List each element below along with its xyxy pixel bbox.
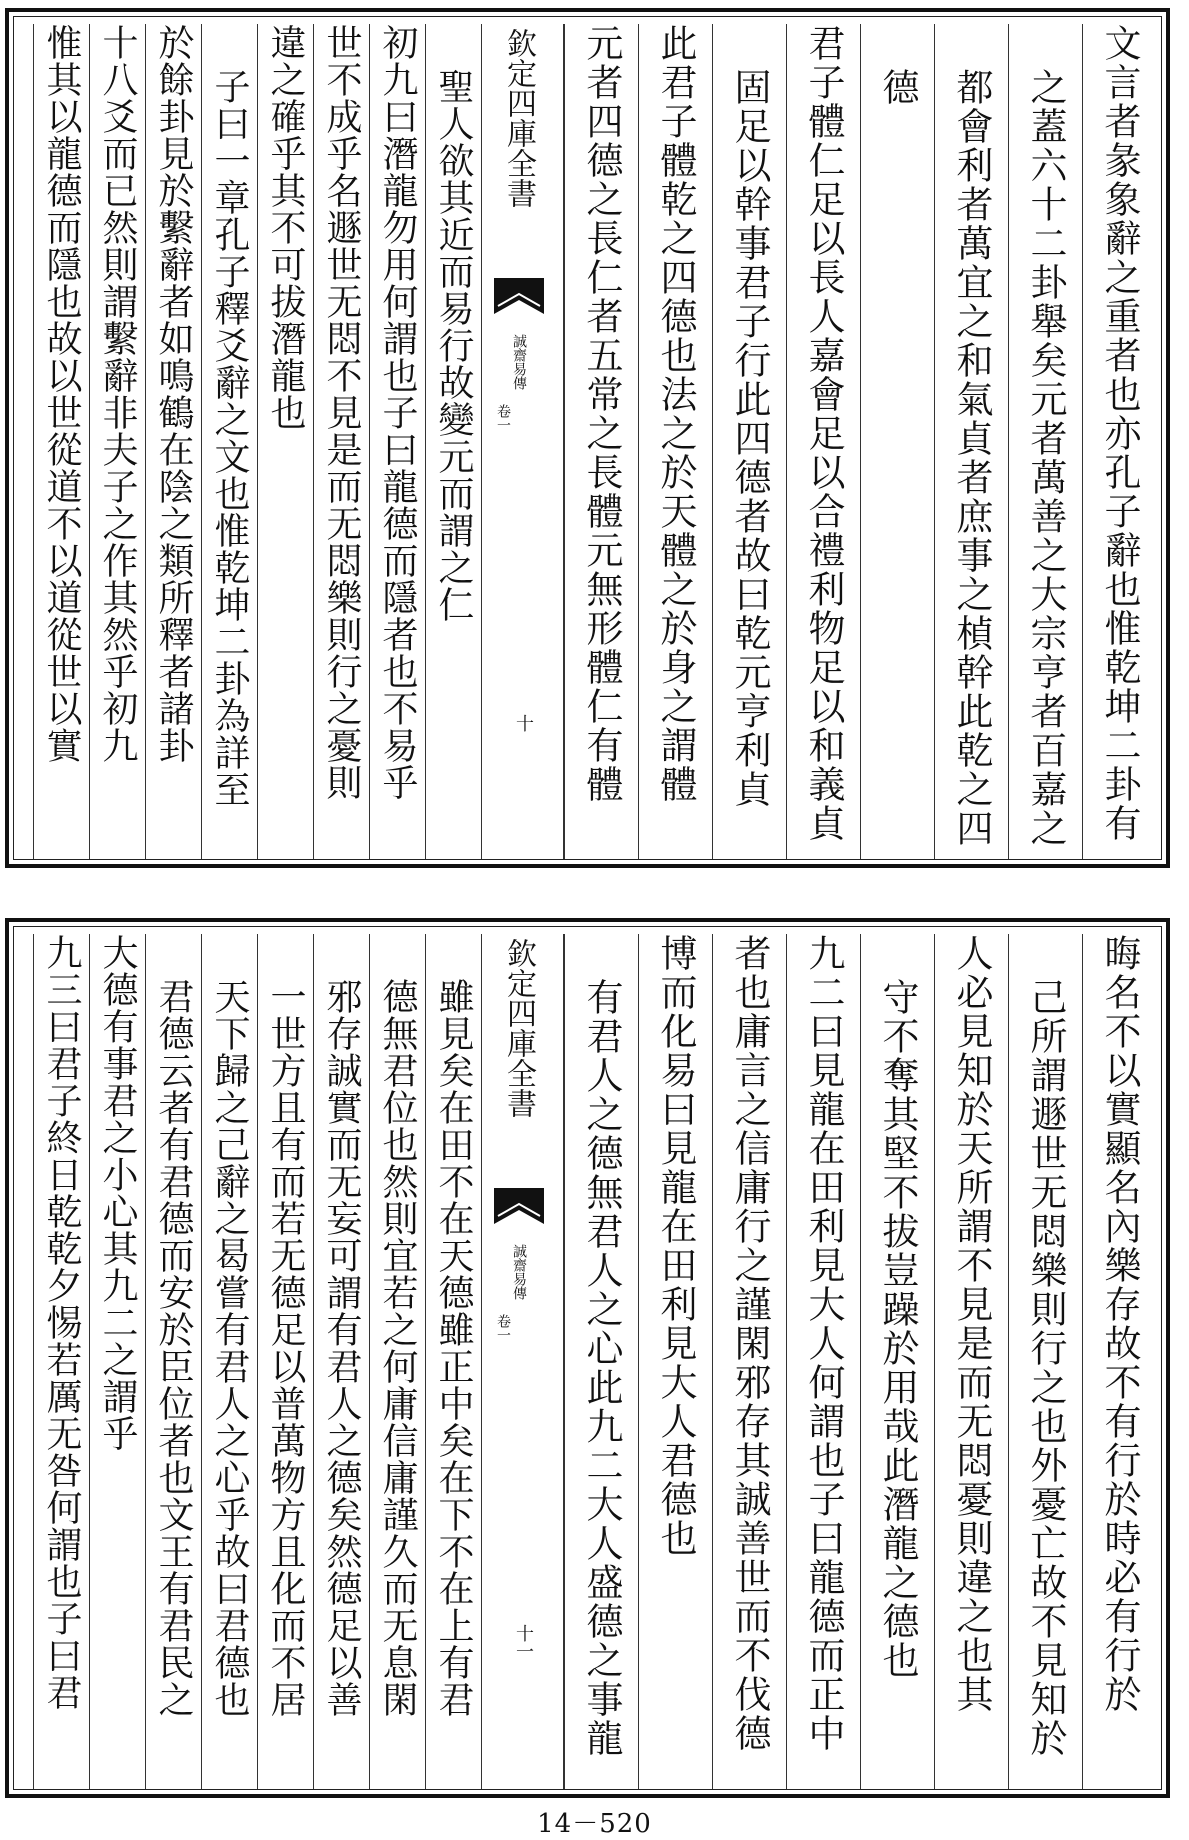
center-fold bbox=[481, 24, 564, 860]
text-column: 九三曰君子終日乾乾夕惕若厲无咎何謂也子曰君 bbox=[33, 934, 89, 1790]
text-column: 守不奪其堅不拔豈躁於用哉此潛龍之德也 bbox=[860, 934, 934, 1790]
text-column: 博而化易曰見龍在田利見大人君德也 bbox=[638, 934, 712, 1790]
fishtail-mark-icon bbox=[492, 1186, 546, 1226]
text-column: 德無君位也然則宜若之何庸信庸謹久而无息閑 bbox=[369, 934, 425, 1790]
fishtail-mark-icon bbox=[492, 276, 546, 316]
volume-label: 卷一 bbox=[495, 1314, 511, 1342]
text-column: 違之確乎其不可拔潛龍也 bbox=[257, 24, 313, 860]
text-column: 者也庸言之信庸行之謹閑邪存其誠善世而不伐德 bbox=[712, 934, 786, 1790]
text-column: 初九曰潛龍勿用何謂也子曰龍德而隱者也不易乎 bbox=[369, 24, 425, 860]
bottom-page bbox=[5, 918, 1170, 1798]
text-column: 己所謂遯世无悶樂則行之也外憂亡故不見知於 bbox=[1008, 934, 1082, 1790]
text-column: 德 bbox=[860, 24, 934, 860]
text-column: 君子體仁足以長人嘉會足以合禮利物足以和義貞 bbox=[786, 24, 860, 860]
text-column: 有君人之德無君人之心此九二大人盛德之事龍 bbox=[564, 934, 638, 1790]
text-column: 君德云者有君德而安於臣位者也文王有君民之 bbox=[145, 934, 201, 1790]
leaf-number: 十一 bbox=[513, 1624, 534, 1660]
text-column: 雖見矣在田不在天德雖正中矣在下不在上有君 bbox=[425, 934, 481, 1790]
center-fold bbox=[481, 934, 564, 1790]
text-column: 一世方且有而若无德足以普萬物方且化而不居 bbox=[257, 934, 313, 1790]
text-column: 世不成乎名遯世无悶不見是而无悶樂則行之憂則 bbox=[313, 24, 369, 860]
book-title: 欽定四庫全書 bbox=[501, 938, 536, 1118]
book-subtitle: 誠齋易傳 bbox=[511, 1244, 527, 1300]
text-column: 文言者彖象辭之重者也亦孔子辭也惟乾坤二卦有 bbox=[1082, 24, 1156, 860]
text-column: 固足以幹事君子行此四德者故曰乾元亨利貞 bbox=[712, 24, 786, 860]
text-column: 九二曰見龍在田利見大人何謂也子曰龍德而正中 bbox=[786, 934, 860, 1790]
volume-label: 卷一 bbox=[495, 404, 511, 432]
text-column: 天下歸之己辭之曷嘗有君人之心乎故曰君德也 bbox=[201, 934, 257, 1790]
book-subtitle: 誠齋易傳 bbox=[511, 334, 527, 390]
text-column: 邪存誠實而无妄可謂有君人之德矣然德足以善 bbox=[313, 934, 369, 1790]
text-column: 之蓋六十二卦舉矣元者萬善之大宗亨者百嘉之 bbox=[1008, 24, 1082, 860]
text-column: 都會利者萬宜之和氣貞者庶事之楨幹此乾之四 bbox=[934, 24, 1008, 860]
text-column: 聖人欲其近而易行故變元而謂之仁 bbox=[425, 24, 481, 860]
leaf-number: 十 bbox=[513, 714, 534, 732]
print-page-number: 14－520 bbox=[537, 1809, 652, 1839]
text-column: 子曰一章孔子釋爻辭之文也惟乾坤二卦為詳至 bbox=[201, 24, 257, 860]
text-column: 於餘卦見於繫辭者如鳴鶴在陰之類所釋者諸卦 bbox=[145, 24, 201, 860]
text-column: 十八爻而已然則謂繫辭非夫子之作其然乎初九 bbox=[89, 24, 145, 860]
book-title: 欽定四庫全書 bbox=[501, 28, 536, 208]
text-column: 元者四德之長仁者五常之長體元無形體仁有體 bbox=[564, 24, 638, 860]
text-column: 惟其以龍德而隱也故以世從道不以道從世以實 bbox=[33, 24, 89, 860]
text-column: 大德有事君之小心其九二之謂乎 bbox=[89, 934, 145, 1790]
text-column: 此君子體乾之四德也法之於天體之於身之謂體 bbox=[638, 24, 712, 860]
text-column: 晦名不以實顯名內樂存故不有行於時必有行於 bbox=[1082, 934, 1156, 1790]
top-page bbox=[5, 8, 1170, 868]
text-column: 人必見知於天所謂不見是而无悶憂則違之也其 bbox=[934, 934, 1008, 1790]
